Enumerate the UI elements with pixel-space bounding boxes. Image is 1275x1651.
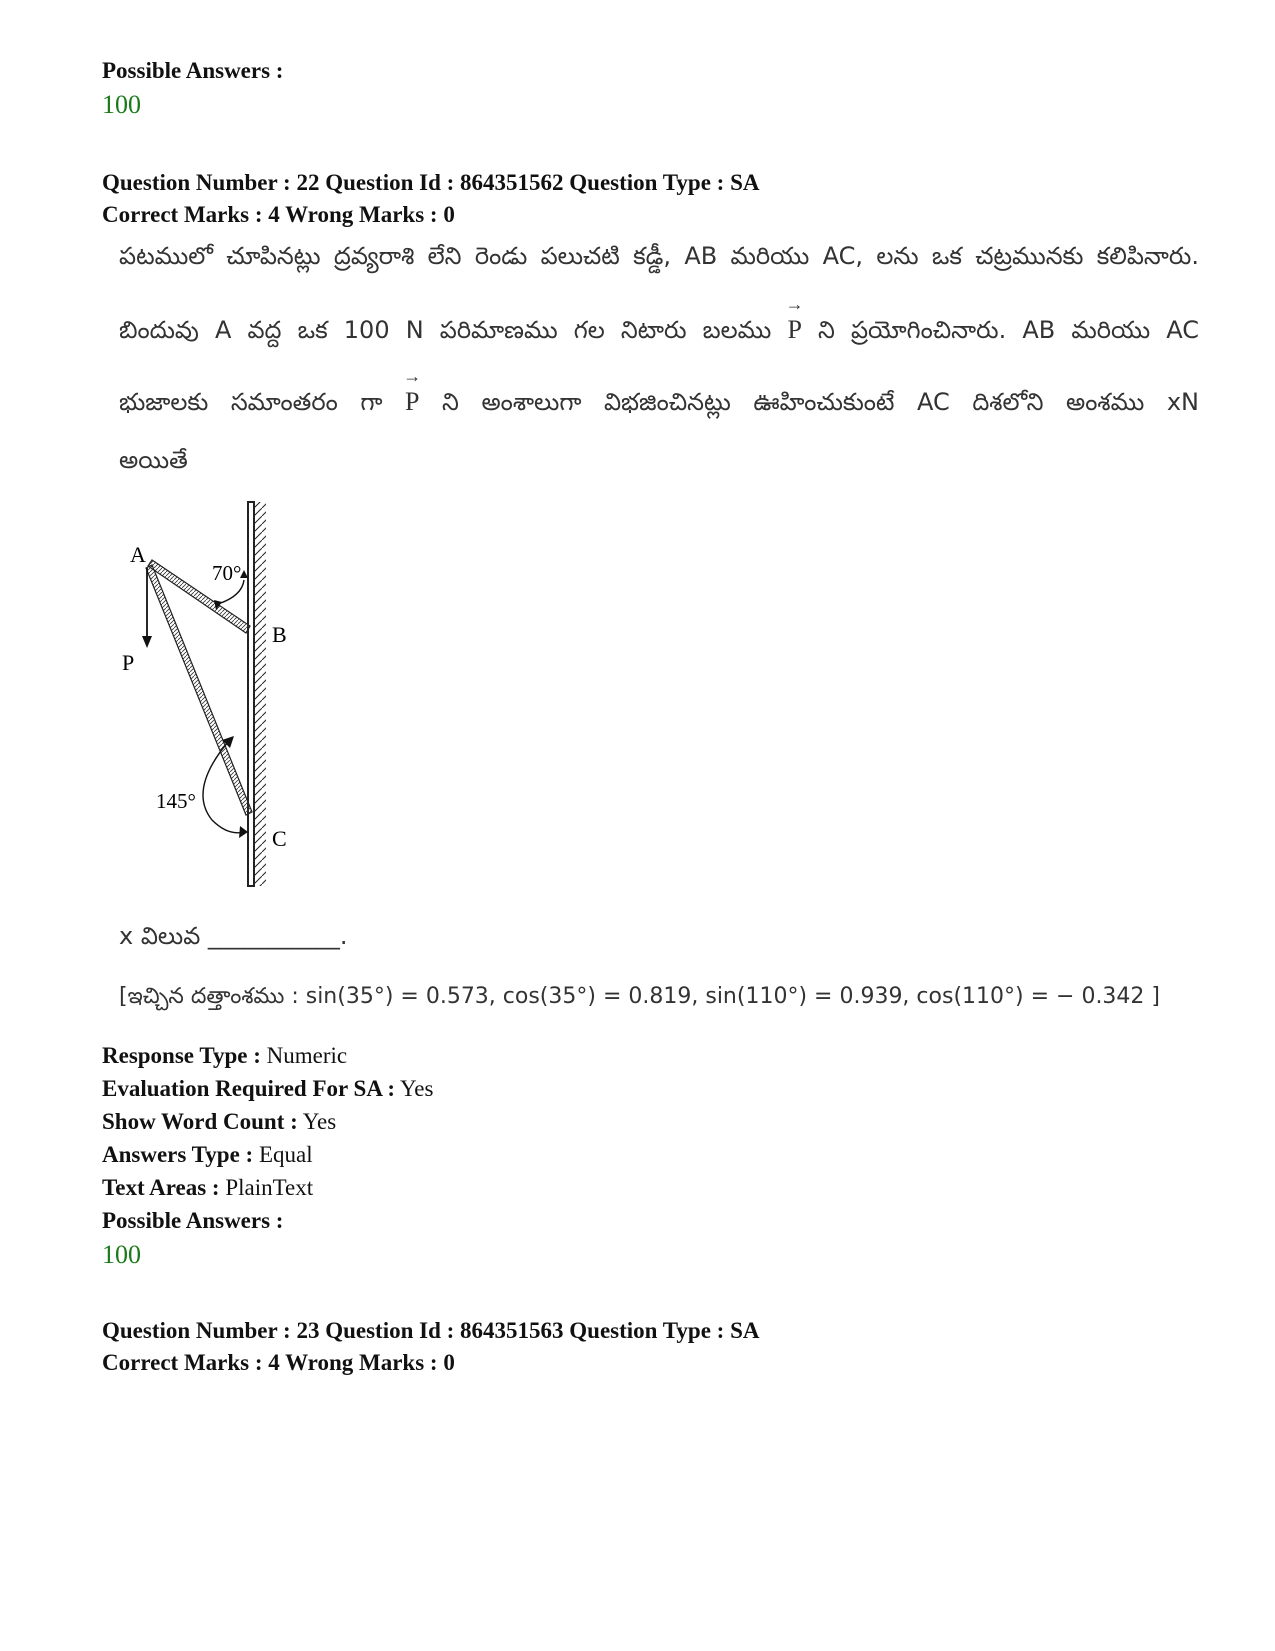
q22-line-4: అయితే xyxy=(119,446,188,474)
vector-p-symbol: → P xyxy=(405,386,419,417)
q22-line-3 xyxy=(119,386,1199,417)
wall-hatching xyxy=(254,502,266,886)
q22-line-2 xyxy=(119,314,1199,345)
show-word-count-row xyxy=(102,1109,336,1135)
text-areas-value: PlainText xyxy=(225,1175,314,1200)
label-c: C xyxy=(272,826,287,851)
angle-arc-145-arrow-bottom xyxy=(239,826,248,838)
q22-x-value: x విలువ ___________. xyxy=(119,922,348,950)
answers-type-label: Answers Type : xyxy=(102,1142,254,1167)
q22-line-2-part-b: ని ప్రయోగించినారు. AB మరియు AC xyxy=(818,316,1199,344)
q22-line-1: పటములో చూపినట్లు ద్రవ్యరాశి లేని రెండు పలుచటి కడ్డీ, AB మరియు AC, లను ఒక చట్రమునకు కలిపినారు. xyxy=(119,242,1199,270)
show-word-count-value: Yes xyxy=(302,1109,337,1134)
q22-line-2-part-a: బిందువు A వద్ద ఒక 100 N పరిమాణము గల నిటారు బలము xyxy=(119,316,772,344)
evaluation-required-value: Yes xyxy=(400,1076,434,1101)
q23-header: Question Number : 23 Question Id : 864351563 Question Type : SA xyxy=(102,1318,760,1343)
text-areas-row xyxy=(102,1175,313,1201)
wall xyxy=(248,502,254,886)
show-word-count-label: Show Word Count : xyxy=(102,1109,298,1134)
label-b: B xyxy=(272,622,287,647)
rod-ac xyxy=(146,565,252,815)
response-type-row xyxy=(102,1043,347,1069)
evaluation-required-row xyxy=(102,1076,433,1102)
q22-line-3-part-a: భుజాలకు సమాంతరం గా xyxy=(119,388,383,416)
vector-p-symbol: → P xyxy=(787,314,801,345)
possible-answers-label-top: Possible Answers : xyxy=(102,58,284,83)
rod-frame-figure xyxy=(110,500,330,900)
q22-marks: Correct Marks : 4 Wrong Marks : 0 xyxy=(102,202,455,227)
q22-line-3-part-b: ని అంశాలుగా విభజించినట్లు ఊహించుకుంటే AC దిశలోని అంశము xN xyxy=(442,388,1199,416)
force-p-arrowhead xyxy=(142,636,152,648)
evaluation-required-label: Evaluation Required For SA : xyxy=(102,1076,396,1101)
possible-answers-label: Possible Answers : xyxy=(102,1208,284,1233)
label-a: A xyxy=(130,542,146,567)
answers-type-row xyxy=(102,1142,313,1168)
q23-marks: Correct Marks : 4 Wrong Marks : 0 xyxy=(102,1350,455,1375)
q22-given-data: [ఇచ్చిన దత్తాంశము : sin(35°) = 0.573, cos(35°) = 0.819, sin(110°) = 0.939, cos(110°) = − 0.342 ] xyxy=(119,984,1161,1009)
label-angle-70: 70° xyxy=(212,561,242,585)
q22-header: Question Number : 22 Question Id : 864351562 Question Type : SA xyxy=(102,170,760,195)
label-p: P xyxy=(122,650,135,675)
answer-value: 100 xyxy=(102,1240,141,1269)
response-type-label: Response Type : xyxy=(102,1043,261,1068)
response-type-value: Numeric xyxy=(266,1043,348,1068)
answer-value-top: 100 xyxy=(102,90,141,119)
text-areas-label: Text Areas : xyxy=(102,1175,220,1200)
label-angle-145: 145° xyxy=(156,789,196,813)
answers-type-value: Equal xyxy=(258,1142,313,1167)
